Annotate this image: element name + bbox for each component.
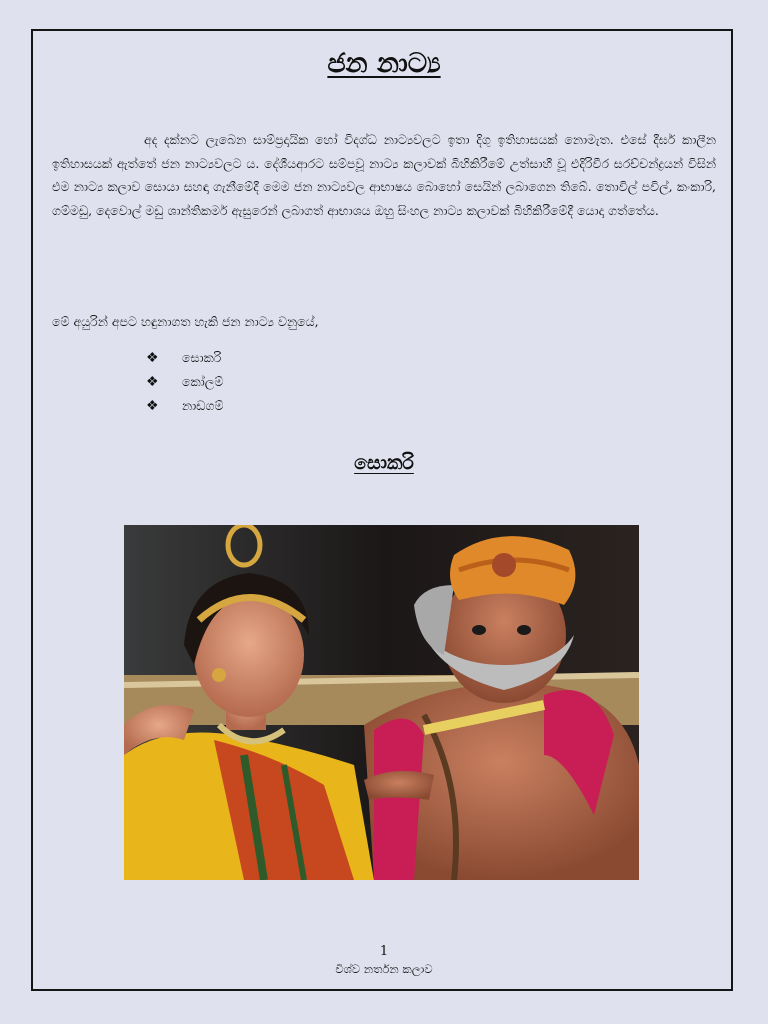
list-item-label: කෝලම් bbox=[182, 374, 224, 389]
sokari-performers-photo bbox=[124, 525, 639, 880]
page-number: 1 bbox=[379, 944, 389, 959]
drama-list bbox=[146, 346, 223, 418]
list-item bbox=[146, 394, 223, 418]
page-footer: විශ්ව නර්තන කලාව bbox=[335, 962, 433, 976]
list-intro: මේ අයුරින් අපට හඳුනාගත හැකි ජන නාට්‍ය වනුයේ, bbox=[52, 314, 319, 329]
list-item-label: සොකරි bbox=[182, 350, 222, 365]
body-paragraph: අද දක්නට ලැබෙන සාම්ප්‍රදායික හෝ විදග්ධ නාට්‍යවලට ඉතා දිගු ඉතිහාසයක් නොමැත. එසේ දීර්ඝ කාලීන ඉතිහාසයක් ඇත්තේ ජන නාට්‍යවලට ය. දේශීයආරට සම්පවූ නාට්‍ය කලාවක් බිහිකිරීමේ උත්සාහී වූ එදිරිවීර සරච්චන්ද්‍රයන් විසින් එම නාට්‍ය කලාව සොයා සහඳා ගැනීමේදී මෙම ජන නාට්‍යවල ආභාෂය බොහෝ සෙයින් ලබාගෙන තිබේ. තොවිල් පවිල්, කංකාරි, ගම්මඩු, දෙවොල් මඩු ශාන්තිකර්ම ඇසුරෙන් ලබාගත් ආභාශය ඔහු සිංහල නාට්‍ය කලාවක් බිහිකිරීමේදී යොදා ගත්තේය. bbox=[52, 132, 716, 218]
list-item-label: නාඩගම් bbox=[182, 398, 224, 413]
photo-illustration bbox=[124, 525, 639, 880]
list-item bbox=[146, 370, 223, 394]
diamond-bullet-icon: ❖ bbox=[146, 398, 159, 414]
diamond-bullet-icon: ❖ bbox=[146, 350, 159, 366]
section-heading: සොකරි bbox=[354, 452, 414, 474]
page-title: ජන නාට්‍ය bbox=[327, 48, 441, 79]
list-item bbox=[146, 346, 223, 370]
diamond-bullet-icon: ❖ bbox=[146, 374, 159, 390]
